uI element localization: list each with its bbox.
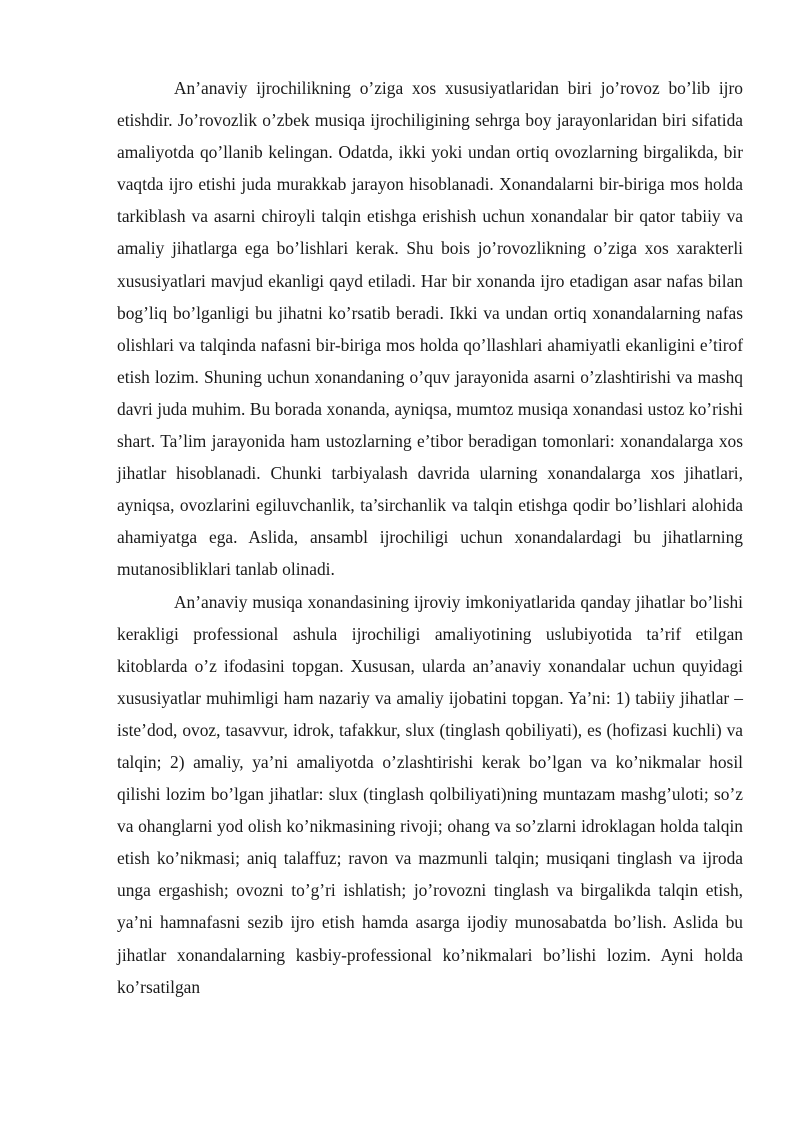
- paragraph-2: An’anaviy musiqa xonandasining ijroviy imkoniyatlarida qanday jihatlar bo’lishi kerakligi professional ashula ijrochiligi amaliyotining uslubiyotida ta’rif etilgan kitoblarda o’z ifodasini topgan. Xususan, ularda an’anaviy xonandalar uchun quyidagi xususiyatlar muhimligi ham nazariy va amaliy ijobatini topgan. Ya’ni: 1) tabiiy jihatlar – iste’dod, ovoz, tasavvur, idrok, tafakkur, slux (tinglash qobiliyati), es (hofizasi kuchli) va talqin; 2) amaliy, ya’ni amaliyotda o’zlashtirishi kerak bo’lgan va ko’nikmalar hosil qilishi lozim bo’lgan jihatlar: slux (tinglash qolbiliyati)ning muntazam mashg’uloti; so’z va ohanglarni yod olish ko’nikmasining rivoji; ohang va so’zlarni idroklagan holda talqin etish ko’nikmasi; aniq talaffuz; ravon va mazmunli talqin; musiqani tinglash va ijroda unga ergashish; ovozni to’g’ri ishlatish; jo’rovozni tinglash va birgalikda talqin etish, ya’ni hamnafasni sezib ijro etish hamda asarga ijodiy munosabatda bo’lish. Aslida bu jihatlar xonandalarning kasbiy-professional ko’nikmalari bo’lishi lozim. Ayni holda ko’rsatilgan: [117, 591, 743, 997]
- body-text: [117, 72, 743, 1003]
- paragraph-1: An’anaviy ijrochilikning o’ziga xos xususiyatlaridan biri jo’rovoz bo’lib ijro etishdir. Jo’rovozlik o’zbek musiqa ijrochiligining sehrga boy jarayonlaridan biri sifatida amaliyotda qo’llanib kelingan. Odatda, ikki yoki undan ortiq ovozlarning birgalikda, bir vaqtda ijro etishi juda murakkab jarayon hisoblanadi. Xonandalarni bir-biriga mos holda tarkiblash va asarni chiroyli talqin etishga erishish uchun xonandalar bir qator tabiiy va amaliy jihatlarga ega bo’lishlari kerak. Shu bois jo’rovozlikning o’ziga xos xarakterli xususiyatlari mavjud ekanligi qayd etiladi. Har bir xonanda ijro etadigan asar nafas bilan bog’liq bo’lganligi bu jihatni ko’rsatib beradi. Ikki va undan ortiq xonandalarning nafas olishlari va talqinda nafasni bir-biriga mos holda qo’llashlari ahamiyatli ekanligini e’tirof etish lozim. Shuning uchun xonandaning o’quv jarayonida asarni o’zlashtirishi va mashq davri juda muhim. Bu borada xonanda, ayniqsa, mumtoz musiqa xonandasi ustoz ko’rishi shart. Ta’lim jarayonida ham ustozlarning e’tibor beradigan tomonlari: xonandalarga xos jihatlar hisoblanadi. Chunki tarbiyalash davrida ularning xonandalarga xos jihatlari, ayniqsa, ovozlarini egiluvchanlik, ta’sirchanlik va talqin etishga qodir bo’lishlari alohida ahamiyatga ega. Aslida, ansambl ijrochiligi uchun xonandalardagi bu jihatlarning mutanosibliklari tanlab olinadi.: [117, 78, 743, 580]
